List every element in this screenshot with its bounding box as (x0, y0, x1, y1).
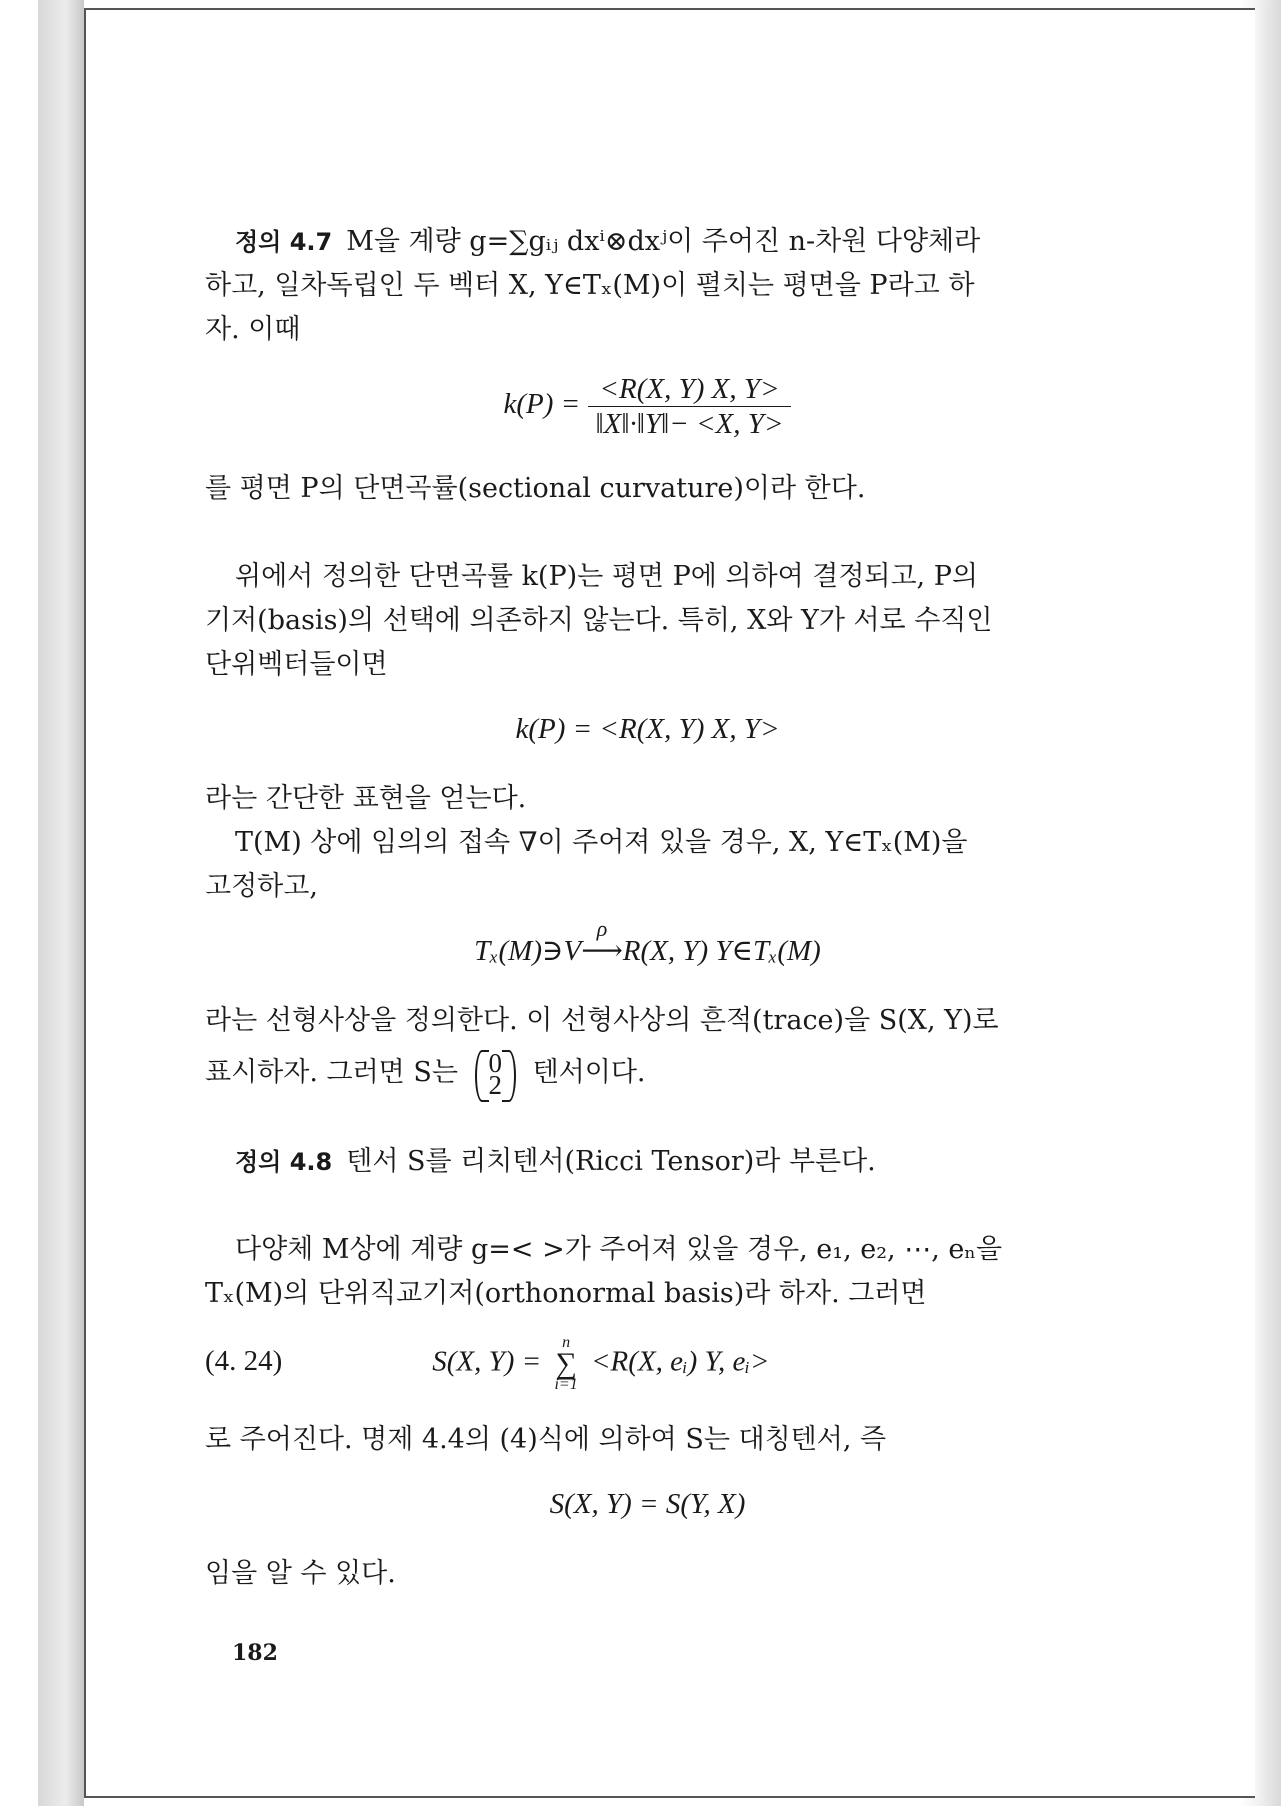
sum-lower: i=1 (554, 1375, 578, 1393)
def48-title: 정의 4.8 (235, 1147, 333, 1176)
ricci-lhs: S(X, Y) = (432, 1345, 542, 1378)
para2-line4-b: 텐서이다. (532, 1057, 646, 1088)
eq-denominator: ‖X‖·‖Y‖− <X, Y> (595, 408, 784, 440)
map-arrow (581, 916, 623, 973)
linear-map-left: Tₓ(M)∋V (474, 935, 582, 967)
para1-line3: 단위벡터들이면 (205, 649, 388, 680)
def47-line1 (205, 220, 1090, 264)
def47-text1: M을 계량 g=∑gᵢⱼ dxⁱ⊗dxʲ이 주어진 n-차원 다양체라 (346, 226, 981, 257)
rho-label: ρ (596, 916, 608, 941)
para2-line3: 라는 선형사상을 정의한다. 이 선형사상의 흔적(trace)을 S(X, Y)로 (205, 1005, 999, 1036)
def47-title: 정의 4.7 (235, 228, 333, 256)
para1-line4: 라는 간단한 표현을 얻는다. (205, 783, 527, 814)
linear-map-right: R(X, Y) Y∈Tₓ(M) (622, 935, 821, 967)
linear-map-equation (205, 916, 1090, 973)
ricci-rhs: <R(X, eᵢ) Y, eᵢ> (590, 1345, 770, 1378)
sum-upper: n (562, 1333, 571, 1351)
arrow-glyph: ⟶ (581, 935, 623, 967)
def48-text: 텐서 S를 리치텐서(Ricci Tensor)라 부른다. (346, 1145, 876, 1177)
def47-line4: 를 평면 P의 단면곡률(sectional curvature)이라 한다. (205, 473, 866, 504)
page-number: 182 (232, 1640, 278, 1666)
page-content (205, 220, 1090, 1596)
page-edge (1255, 8, 1269, 1798)
ricci-equation (205, 1333, 1090, 1393)
equation-number: (4. 24) (205, 1345, 283, 1378)
para2-line1: T(M) 상에 임의의 접속 ∇이 주어져 있을 경우, X, Y∈Tₓ(M)을 (235, 827, 968, 858)
sectional-curvature-equation (205, 372, 1090, 441)
para3-line2: Tₓ(M)의 단위직교기저(orthonormal basis)라 하자. 그러면 (205, 1277, 927, 1309)
tensor-type-binom (475, 1047, 517, 1100)
binom-top: 0 (488, 1047, 502, 1078)
para2-line4-a: 표시하자. 그러면 S는 (205, 1057, 458, 1088)
para2-line4 (205, 1047, 1090, 1100)
binom-bottom: 2 (488, 1069, 502, 1100)
sigma-glyph: ∑ (555, 1346, 577, 1380)
eq-numerator: <R(X, Y) X, Y> (588, 372, 792, 407)
eq-lhs: k(P) = (503, 388, 581, 421)
para1-line1: 위에서 정의한 단면곡률 k(P)는 평면 P에 의하여 결정되고, P의 (235, 561, 978, 592)
book-spine (38, 0, 84, 1806)
unit-vector-equation: k(P) = <R(X, Y) X, Y> (515, 713, 780, 745)
para3-line3: 로 주어진다. 명제 4.4의 (4)식에 의하여 S는 대칭텐서, 즉 (205, 1423, 887, 1455)
def48-line (205, 1140, 1090, 1184)
para3-line4: 임을 알 수 있다. (205, 1557, 396, 1589)
para1-line2: 기저(basis)의 선택에 의존하지 않는다. 특히, X와 Y가 서로 수직인 (205, 605, 993, 636)
summation (554, 1333, 578, 1393)
para3-line1: 다양체 M상에 계량 g=< >가 주어져 있을 경우, e₁, e₂, ⋯, eₙ을 (235, 1233, 1003, 1265)
symmetry-equation: S(X, Y) = S(Y, X) (549, 1487, 746, 1520)
def47-line2: 하고, 일차독립인 두 벡터 X, Y∈Tₓ(M)이 펼치는 평면을 P라고 하 (205, 270, 975, 301)
eq-fraction (588, 372, 792, 441)
def47-line3: 자. 이때 (205, 314, 301, 345)
para2-line2: 고정하고, (205, 871, 318, 902)
